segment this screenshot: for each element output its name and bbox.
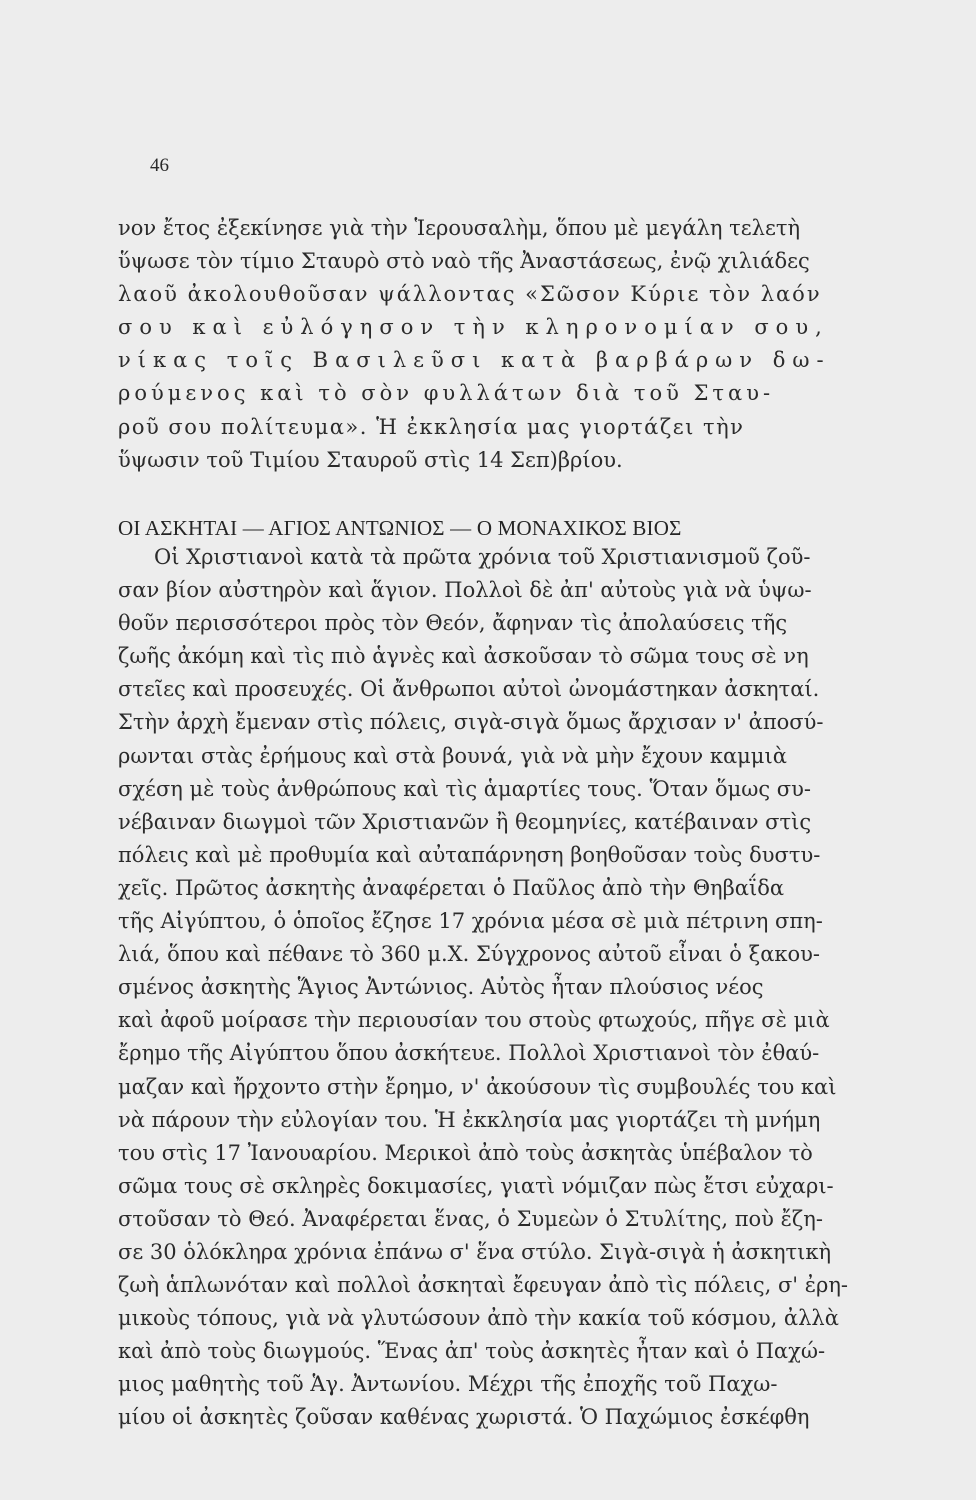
text-line: τῆς Αἰγύπτου, ὁ ὁποῖος ἔζησε 17 χρόνια μέσα σὲ μιὰ πέτρινη σπη- bbox=[118, 909, 823, 934]
paragraph-ascetics bbox=[118, 541, 933, 1435]
text-line: νέβαιναν διωγμοὶ τῶν Χριστιανῶν ἢ θεομηνίες, κατέβαιναν στὶς bbox=[118, 809, 812, 834]
text-line: ζωὴ ἁπλωνόταν καὶ πολλοὶ ἀσκηταὶ ἔφευγαν ἀπὸ τὶς πόλεις, σ' ἐρη- bbox=[118, 1273, 849, 1298]
text-line: πόλεις καὶ μὲ προθυμία καὶ αὐταπάρνηση βοηθοῦσαν τοὺς δυστυ- bbox=[118, 842, 821, 867]
text-line: ζωῆς ἀκόμη καὶ τὶς πιὸ ἁγνὲς καὶ ἀσκοῦσαν τὸ σῶμα τους σὲ νη bbox=[118, 644, 809, 669]
text-line: Οἱ Χριστιανοὶ κατὰ τὰ πρῶτα χρόνια τοῦ Χριστιανισμοῦ ζοῦ- bbox=[154, 545, 811, 569]
text-line: σου καὶ εὐλόγησον τὴν κληρονομίαν σου, bbox=[118, 315, 829, 340]
text-line: θοῦν περισσότεροι πρὸς τὸν Θεόν, ἄφηναν τὶς ἀπολαύσεις τῆς bbox=[118, 611, 788, 636]
text-line: μιος μαθητὴς τοῦ Ἁγ. Ἀντωνίου. Μέχρι τῆς ἐποχῆς τοῦ Παχω- bbox=[118, 1372, 778, 1397]
text-line: μαζαν καὶ ἤρχοντο στὴν ἔρημο, ν' ἀκούσουν τὶς συμβουλές του καὶ bbox=[118, 1074, 837, 1099]
text-line: καὶ ἀφοῦ μοίρασε τὴν περιουσίαν του στοὺς φτωχούς, πῆγε σὲ μιὰ bbox=[118, 1008, 830, 1033]
text-line: καὶ ἀπὸ τοὺς διωγμούς. Ἕνας ἀπ' τοὺς ἀσκητὲς ἦταν καὶ ὁ Παχώ- bbox=[118, 1339, 826, 1364]
text-line: λαοῦ ἀκολουθοῦσαν ψάλλοντας «Σῶσον Κύριε τὸν λαόν bbox=[118, 282, 822, 307]
paragraph-cross-elevation bbox=[118, 212, 933, 477]
text-line: μικοὺς τόπους, γιὰ νὰ γλυτώσουν ἀπὸ τὴν κακία τοῦ κόσμου, ἀλλὰ bbox=[118, 1306, 839, 1331]
page-number: 46 bbox=[150, 155, 169, 176]
text-line: σμένος ἀσκητὴς Ἅγιος Ἀντώνιος. Αὐτὸς ἦταν πλούσιος νέος bbox=[118, 975, 764, 1000]
text-line: στεῖες καὶ προσευχές. Οἱ ἄνθρωποι αὐτοὶ ὠνομάστηκαν ἀσκηταί. bbox=[118, 677, 820, 702]
text-line: ροῦ σου πολίτευμα». Ἡ ἐκκλησία μας γιορτάζει τὴν bbox=[118, 414, 745, 439]
text-line: σχέση μὲ τοὺς ἀνθρώπους καὶ τὶς ἁμαρτίες τους. Ὅταν ὅμως συ- bbox=[118, 776, 811, 801]
text-line: σαν βίον αὐστηρὸν καὶ ἅγιον. Πολλοὶ δὲ ἀπ' αὐτοὺς γιὰ νὰ ὑψω- bbox=[118, 578, 812, 603]
text-line: λιά, ὅπου καὶ πέθανε τὸ 360 μ.Χ. Σύγχρονος αὐτοῦ εἶναι ὁ ξακου- bbox=[118, 942, 821, 967]
text-line: νὰ πάρουν τὴν εὐλογίαν του. Ἡ ἐκκλησία μας γιορτάζει τὴ μνήμη bbox=[118, 1107, 821, 1132]
text-line: ὕψωσιν τοῦ Τιμίου Σταυροῦ στὶς 14 Σεπ)βρίου. bbox=[118, 447, 623, 472]
section-heading: ΟΙ ΑΣΚΗΤΑΙ — ΑΓΙΟΣ ΑΝΤΩΝΙΟΣ — Ο ΜΟΝΑΧΙΚΟΣ ΒΙΟΣ bbox=[118, 516, 682, 540]
text-line: ὕψωσε τὸν τίμιο Σταυρὸ στὸ ναὸ τῆς Ἀναστάσεως, ἐνῷ χιλιάδες bbox=[118, 249, 810, 274]
text-line: σε 30 ὁλόκληρα χρόνια ἐπάνω σ' ἕνα στύλο. Σιγὰ-σιγὰ ἡ ἀσκητικὴ bbox=[118, 1239, 832, 1264]
text-line: ρωνται στὰς ἐρήμους καὶ στὰ βουνά, γιὰ νὰ μὴν ἔχουν καμμιὰ bbox=[118, 743, 787, 768]
text-line: Στὴν ἀρχὴ ἔμεναν στὶς πόλεις, σιγὰ-σιγὰ ὅμως ἄρχισαν ν' ἀποσύ- bbox=[118, 710, 824, 735]
text-line: ρούμενος καὶ τὸ σὸν φυλλάτων διὰ τοῦ Σταυ- bbox=[118, 381, 775, 406]
text-line: στοῦσαν τὸ Θεό. Ἀναφέρεται ἕνας, ὁ Συμεὼν ὁ Στυλίτης, ποὺ ἔζη- bbox=[118, 1206, 823, 1231]
text-line: του στὶς 17 Ἰανουαρίου. Μερικοὶ ἀπὸ τοὺς ἀσκητὰς ὑπέβαλον τὸ bbox=[118, 1140, 813, 1165]
text-line: χεῖς. Πρῶτος ἀσκητὴς ἀναφέρεται ὁ Παῦλος ἀπὸ τὴν Θηβαΐδα bbox=[118, 875, 785, 900]
text-line: νίκας τοῖς Βασιλεῦσι κατὰ βαρβάρων δω- bbox=[118, 348, 831, 373]
text-line: μίου οἱ ἀσκητὲς ζοῦσαν καθένας χωριστά. Ὁ Παχώμιος ἐσκέφθη bbox=[118, 1405, 810, 1430]
text-line: σῶμα τους σὲ σκληρὲς δοκιμασίες, γιατὶ νόμιζαν πὼς ἔτσι εὐχαρι- bbox=[118, 1173, 834, 1198]
text-line: νον ἔτος ἐξεκίνησε γιὰ τὴν Ἱερουσαλὴμ, ὅπου μὲ μεγάλη τελετὴ bbox=[118, 216, 801, 240]
text-line: ἔρημο τῆς Αἰγύπτου ὅπου ἀσκήτευε. Πολλοὶ Χριστιανοὶ τὸν ἐθαύ- bbox=[118, 1041, 820, 1066]
